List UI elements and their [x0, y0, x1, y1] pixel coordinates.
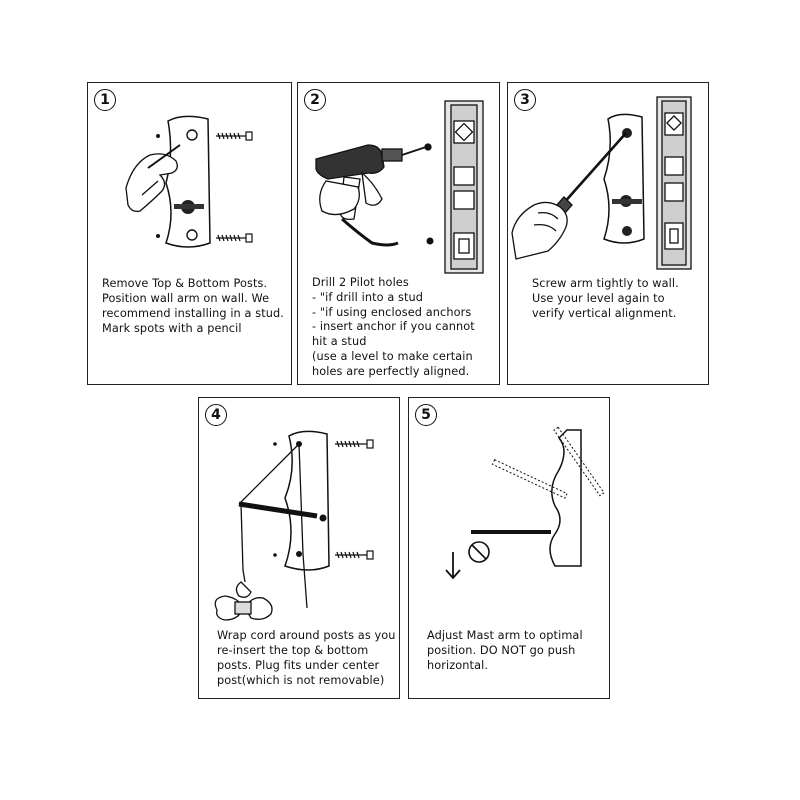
level-tool	[657, 97, 691, 269]
step-3-number: 3	[514, 89, 536, 111]
level-tool	[445, 101, 483, 273]
step-1-caption: Remove Top & Bottom Posts. Position wall arm on wall. We recommend installing in a stud. Mark spots with a pencil	[102, 277, 284, 335]
step-1-panel	[87, 82, 292, 385]
step-2-caption: Drill 2 Pilot holes - "if drill into a stud - "if using enclosed anchors - insert anchor if you cannot hit a stud (use a level to make certain holes are perfectly aligned.	[312, 276, 475, 378]
step-3-panel	[507, 82, 709, 385]
step-3-illustration	[508, 83, 710, 283]
step-2-number: 2	[304, 89, 326, 111]
step-4-number: 4	[205, 404, 227, 426]
step-5-panel	[408, 397, 610, 699]
step-4-caption: Wrap cord around posts as you re-insert the top & bottom posts. Plug fits under center post(which is not removable)	[217, 629, 396, 687]
bottom-screw	[216, 234, 252, 242]
step-4-illustration	[199, 398, 401, 626]
step-5-number: 5	[415, 404, 437, 426]
step-2-panel	[297, 82, 500, 385]
plug-icon	[215, 582, 272, 620]
hand	[512, 202, 567, 259]
drill-icon	[316, 144, 431, 245]
step-5-illustration	[409, 398, 611, 626]
pilot-hole-mark	[427, 238, 434, 245]
step-2-illustration	[298, 83, 501, 283]
top-screw	[335, 440, 373, 448]
step-1-illustration	[88, 83, 293, 268]
step-4-panel	[198, 397, 400, 699]
mast-arm-ghost-positions	[492, 427, 604, 498]
step-1-number: 1	[94, 89, 116, 111]
prohibited-icon	[469, 542, 489, 562]
step-5-caption: Adjust Mast arm to optimal position. DO NOT go push horizontal.	[427, 629, 583, 672]
step-3-caption: Screw arm tightly to wall. Use your level again to verify vertical alignment.	[532, 277, 679, 320]
down-arrow-icon	[446, 552, 460, 578]
wall-arm	[166, 116, 210, 247]
top-screw	[216, 132, 252, 140]
bottom-screw	[335, 551, 373, 559]
